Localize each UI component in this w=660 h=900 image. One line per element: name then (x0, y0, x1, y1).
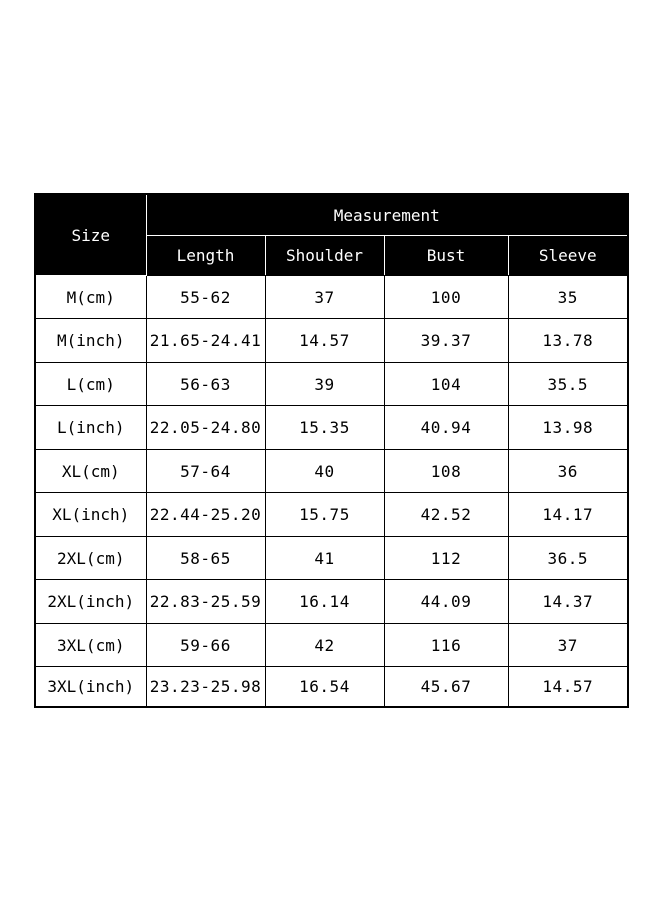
bust-cell: 108 (384, 450, 508, 493)
shoulder-cell: 40 (265, 450, 384, 493)
length-cell: 55-62 (146, 276, 265, 319)
table-row (35, 580, 628, 624)
shoulder-cell: 16.54 (265, 667, 384, 708)
shoulder-cell: 39 (265, 363, 384, 406)
table-row (35, 450, 628, 493)
shoulder-cell: 37 (265, 276, 384, 319)
bust-cell: 39.37 (384, 319, 508, 363)
sleeve-cell: 13.78 (508, 319, 628, 363)
length-cell: 23.23-25.98 (146, 667, 265, 708)
size-cell: M(inch) (35, 319, 146, 363)
length-cell: 57-64 (146, 450, 265, 493)
sleeve-cell: 14.57 (508, 667, 628, 708)
sleeve-cell: 36 (508, 450, 628, 493)
table-row (35, 319, 628, 363)
table-header (35, 194, 628, 276)
shoulder-column-header: Shoulder (265, 236, 384, 276)
table-row (35, 624, 628, 667)
sleeve-cell: 13.98 (508, 406, 628, 450)
sleeve-cell: 36.5 (508, 537, 628, 580)
shoulder-cell: 42 (265, 624, 384, 667)
size-cell: XL(cm) (35, 450, 146, 493)
header-row-top (35, 194, 628, 236)
size-cell: 3XL(cm) (35, 624, 146, 667)
bust-column-header: Bust (384, 236, 508, 276)
shoulder-cell: 16.14 (265, 580, 384, 624)
bust-cell: 104 (384, 363, 508, 406)
size-cell: 2XL(cm) (35, 537, 146, 580)
bust-cell: 40.94 (384, 406, 508, 450)
length-cell: 56-63 (146, 363, 265, 406)
size-cell: 3XL(inch) (35, 667, 146, 708)
size-cell: L(inch) (35, 406, 146, 450)
shoulder-cell: 15.75 (265, 493, 384, 537)
shoulder-cell: 15.35 (265, 406, 384, 450)
bust-cell: 100 (384, 276, 508, 319)
table-row (35, 493, 628, 537)
length-cell: 21.65-24.41 (146, 319, 265, 363)
table-body (35, 276, 628, 708)
sleeve-cell: 35.5 (508, 363, 628, 406)
sleeve-cell: 35 (508, 276, 628, 319)
length-cell: 22.83-25.59 (146, 580, 265, 624)
size-cell: XL(inch) (35, 493, 146, 537)
sleeve-cell: 14.37 (508, 580, 628, 624)
table-row (35, 363, 628, 406)
sleeve-cell: 14.17 (508, 493, 628, 537)
bust-cell: 112 (384, 537, 508, 580)
size-cell: L(cm) (35, 363, 146, 406)
size-cell: 2XL(inch) (35, 580, 146, 624)
sleeve-column-header: Sleeve (508, 236, 628, 276)
bust-cell: 45.67 (384, 667, 508, 708)
bust-cell: 116 (384, 624, 508, 667)
length-cell: 59-66 (146, 624, 265, 667)
table-row (35, 667, 628, 708)
shoulder-cell: 14.57 (265, 319, 384, 363)
size-column-header: Size (35, 194, 146, 276)
sleeve-cell: 37 (508, 624, 628, 667)
length-cell: 22.05-24.80 (146, 406, 265, 450)
bust-cell: 42.52 (384, 493, 508, 537)
size-chart-table (34, 193, 629, 708)
table-row (35, 406, 628, 450)
shoulder-cell: 41 (265, 537, 384, 580)
length-cell: 58-65 (146, 537, 265, 580)
length-cell: 22.44-25.20 (146, 493, 265, 537)
measurement-group-header: Measurement (146, 194, 628, 236)
length-column-header: Length (146, 236, 265, 276)
table-row (35, 276, 628, 319)
size-cell: M(cm) (35, 276, 146, 319)
bust-cell: 44.09 (384, 580, 508, 624)
table-row (35, 537, 628, 580)
